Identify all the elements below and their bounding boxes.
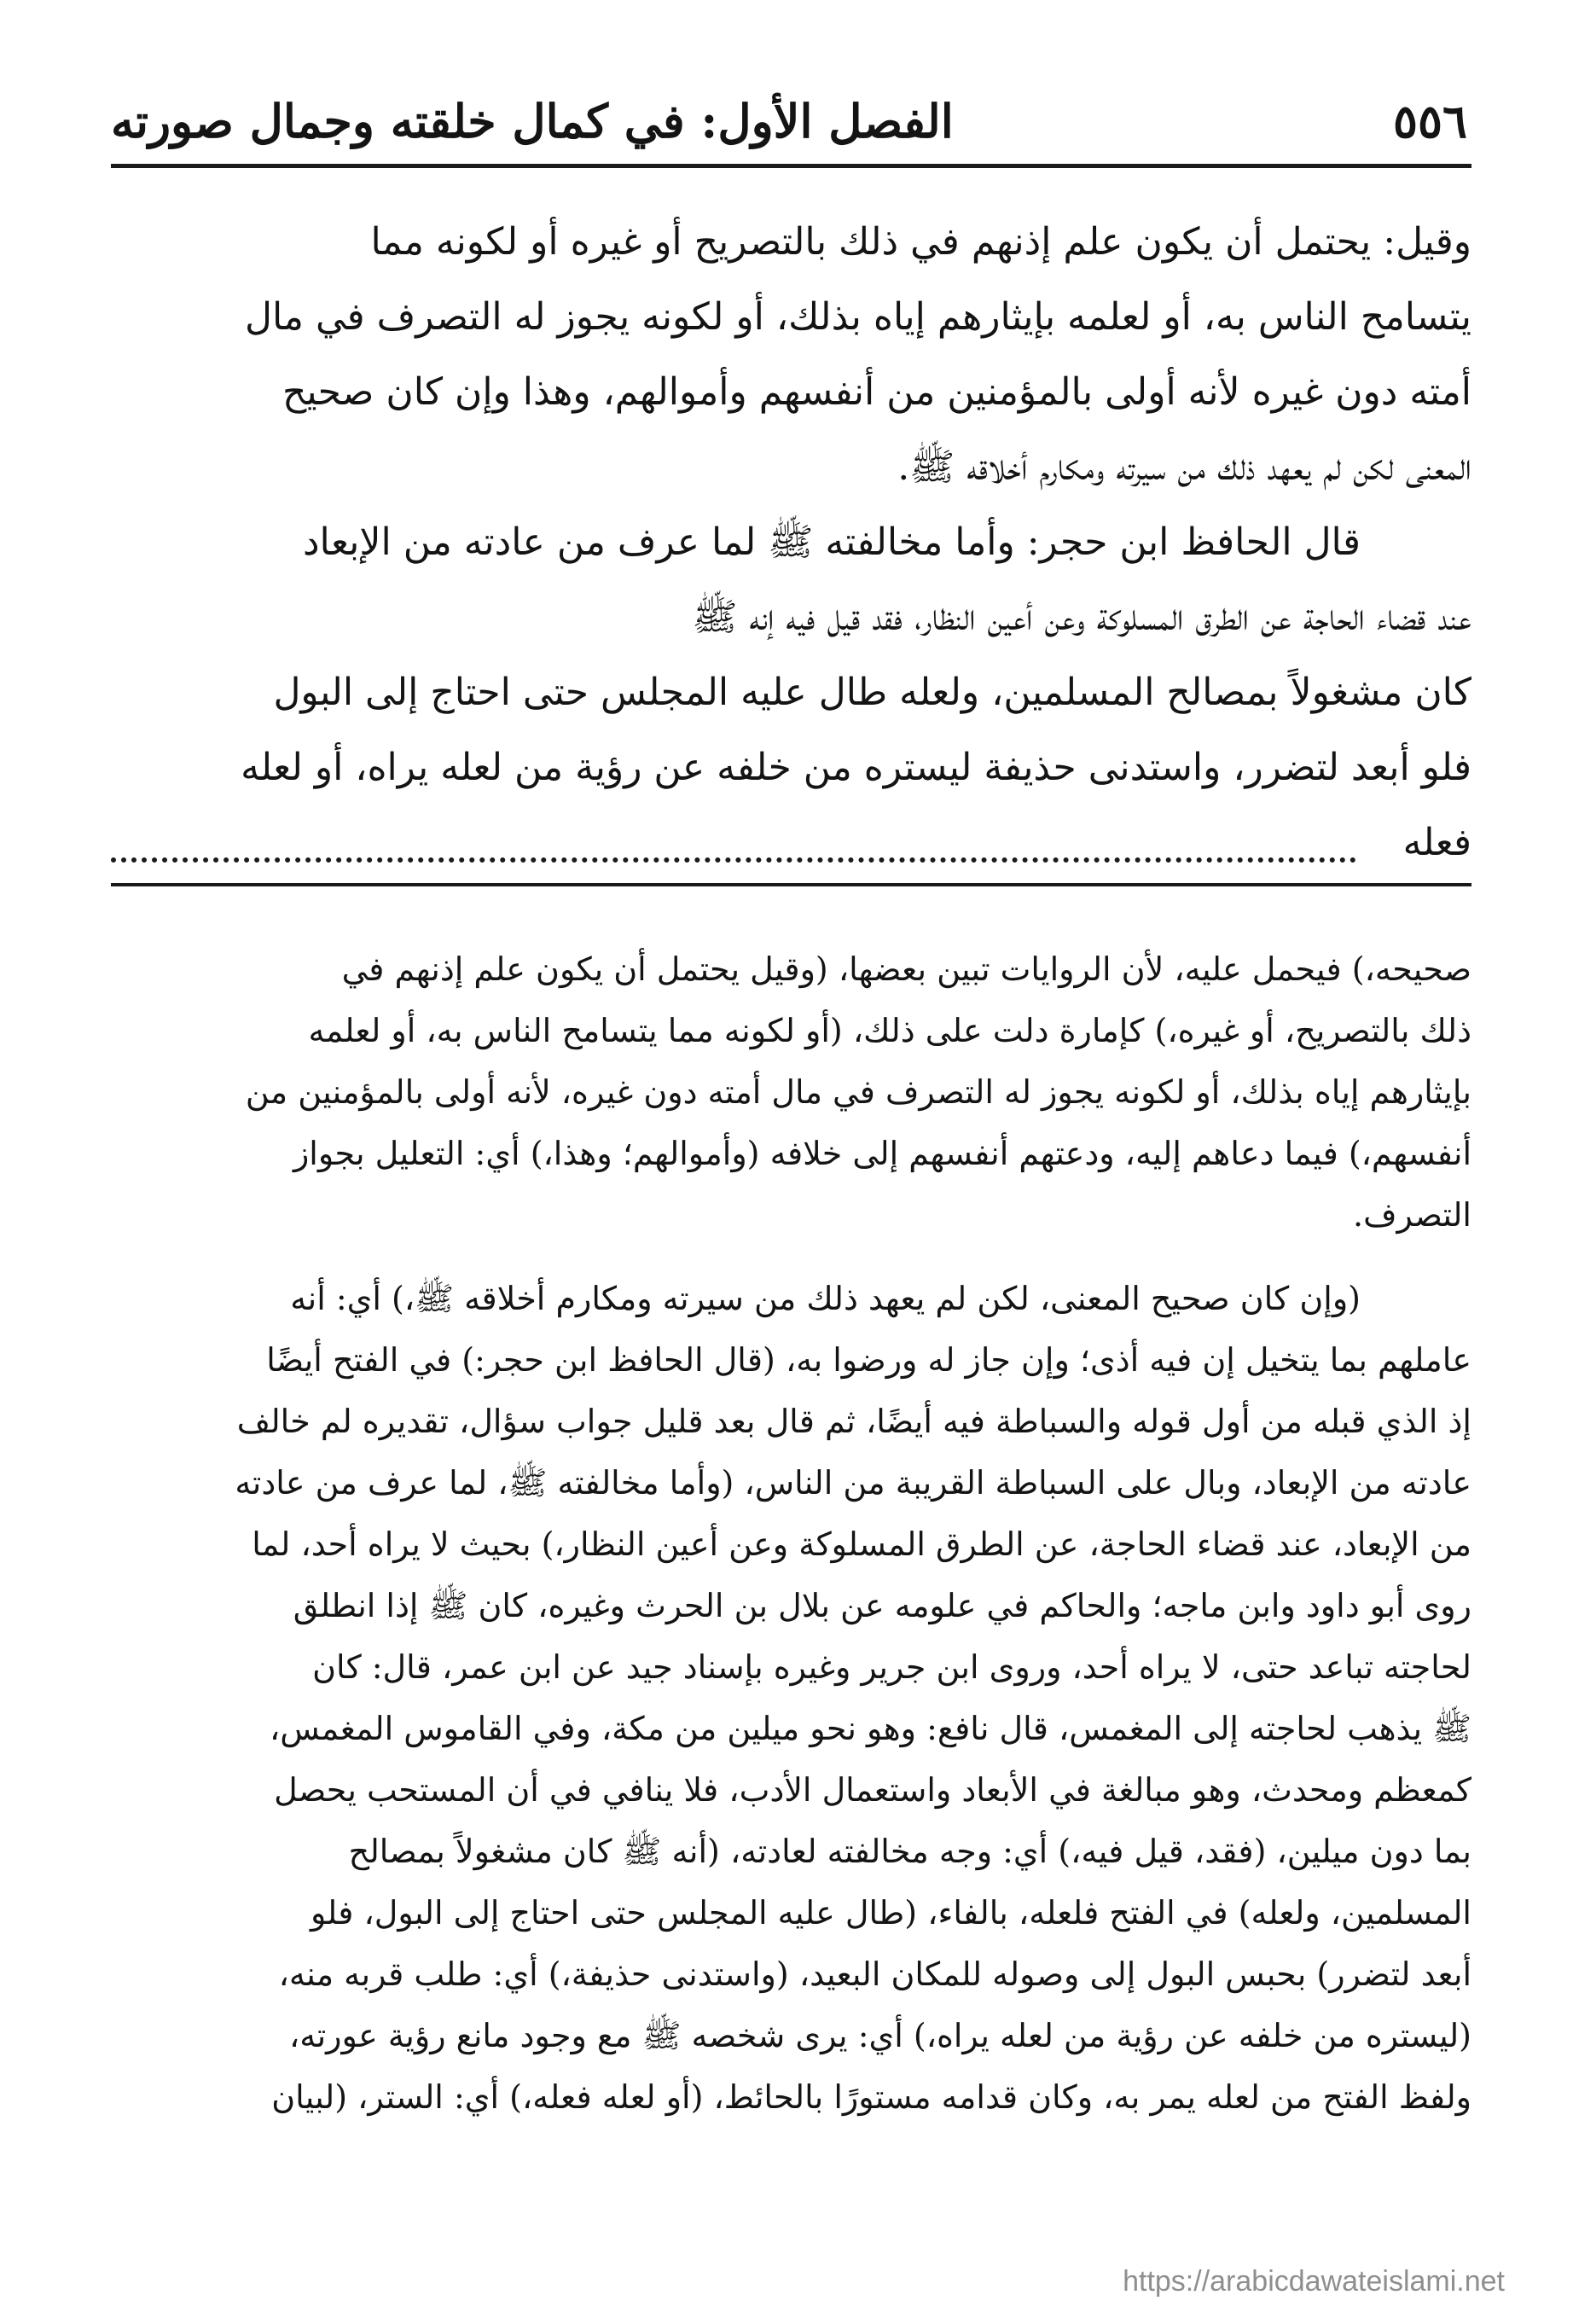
text-line: كان مشغولاً بمصالح المسلمين، ولعله طال عليه المجلس حتى احتاج إلى البول bbox=[273, 671, 1471, 714]
text-line: أبعد لتضرر) بحبس البول إلى وصوله للمكان البعيد، (واستدنى حذيفة،) أي: طلب قربه منه، bbox=[278, 1955, 1471, 1993]
text-line: عند قضاء الحاجة عن الطرق المسلوكة وعن أعين النظار، فقد قيل فيه إنه ﷺ bbox=[692, 596, 1471, 639]
main-text bbox=[111, 205, 1471, 880]
text-line: (وإن كان صحيح المعنى، لكن لم يعهد ذلك من سيرته ومكارم أخلاقه ﷺ،) أي: أنه bbox=[290, 1280, 1361, 1317]
watermark-link[interactable]: https://arabicdawateislami.net bbox=[1123, 2265, 1505, 2298]
text-line: صحيحه،) فيحمل عليه، لأن الروايات تبين بعضها، (وقيل يحتمل أن يكون علم إذنهم في bbox=[341, 950, 1471, 988]
paragraph-gap bbox=[111, 1246, 1471, 1268]
text-line: من الإبعاد، عند قضاء الحاجة، عن الطرق المسلوكة وعن أعين النظار،) بحيث لا يراه أحد، لما bbox=[252, 1525, 1471, 1563]
commentary-paragraph-1 bbox=[111, 938, 1471, 1246]
section-divider bbox=[111, 883, 1471, 886]
text-line: أمته دون غيره لأنه أولى بالمؤمنين من أنفسهم وأموالهم، وهذا وإن كان صحيح bbox=[282, 370, 1471, 414]
text-line: التصرف. bbox=[1353, 1196, 1471, 1234]
text-line: (ليستره من خلفه عن رؤية من لعله يراه،) أي: يرى شخصه ﷺ مع وجود مانع رؤية عورته، bbox=[288, 2017, 1471, 2054]
text-line: ذلك بالتصريح، أو غيره،) كإمارة دلت على ذلك، (أو لكونه مما يتسامح الناس به، أو لعلمه bbox=[308, 1012, 1471, 1049]
main-paragraph-1 bbox=[111, 205, 1471, 505]
text-line: كمعظم ومحدث، وهو مبالغة في الأبعاد واستعمال الأدب، فلا ينافي في أن المستحب يحصل bbox=[274, 1771, 1471, 1809]
text-line: ﷺ يذهب لحاجته إلى المغمس، قال نافع: وهو نحو ميلين من مكة، وفي القاموس المغمس، bbox=[270, 1710, 1471, 1747]
text-line: فعله bbox=[1402, 821, 1471, 864]
text-line: وقيل: يحتمل أن يكون علم إذنهم في ذلك بالتصريح أو غيره أو لكونه مما bbox=[370, 220, 1471, 264]
text-line: عاملهم بما يتخيل إن فيه أذى؛ وإن جاز له ورضوا به، (قال الحافظ ابن حجر:) في الفتح أيضًا bbox=[266, 1341, 1471, 1379]
text-line: عادته من الإبعاد، وبال على السباطة القريبة من الناس، (وأما مخالفته ﷺ، لما عرف من عادته bbox=[235, 1464, 1471, 1502]
text-line: المعنى لكن لم يعهد ذلك من سيرته ومكارم أخلاقه ﷺ. bbox=[897, 445, 1471, 489]
text-line: المسلمين، ولعله) في الفتح فلعله، بالفاء، (طال عليه المجلس حتى احتاج إلى البول، فلو bbox=[311, 1894, 1471, 1932]
commentary-paragraph-2 bbox=[111, 1268, 1471, 2128]
page-number: ٥٥٦ bbox=[1392, 94, 1467, 148]
text-line: بإيثارهم إياه بذلك، أو لكونه يجوز له التصرف في مال أمته دون غيره، لأنه أولى بالمؤمنين من bbox=[245, 1073, 1471, 1111]
main-paragraph-2 bbox=[111, 505, 1471, 880]
page-header bbox=[111, 94, 1467, 154]
dotted-leader bbox=[111, 840, 1356, 863]
header-rule bbox=[111, 164, 1471, 168]
text-line: أنفسهم،) فيما دعاهم إليه، ودعتهم أنفسهم إلى خلافه (وأموالهم؛ وهذا،) أي: التعليل بجواز bbox=[293, 1135, 1471, 1172]
text-line: لحاجته تباعد حتى، لا يراه أحد، وروى ابن جرير وغيره بإسناد جيد عن ابن عمر، قال: كان bbox=[312, 1648, 1471, 1686]
text-line: إذ الذي قبله من أول قوله والسباطة فيه أيضًا، ثم قال بعد قليل جواب سؤال، تقديره لم خالف bbox=[236, 1403, 1471, 1440]
text-line: ولفظ الفتح من لعله يمر به، وكان قدامه مستورًا بالحائط، (أو لعله فعله،) أي: الستر، (لبيان bbox=[271, 2078, 1471, 2116]
text-line: روى أبو داود وابن ماجه؛ والحاكم في علومه عن بلال بن الحرث وغيره، كان ﷺ إذا انطلق bbox=[293, 1587, 1471, 1624]
text-line: فلو أبعد لتضرر، واستدنى حذيفة ليستره من خلفه عن رؤية من لعله يراه، أو لعله bbox=[241, 746, 1471, 789]
text-line: قال الحافظ ابن حجر: وأما مخالفته ﷺ لما عرف من عادته من الإبعاد bbox=[302, 520, 1361, 564]
text-line: يتسامح الناس به، أو لعلمه بإيثارهم إياه بذلك، أو لكونه يجوز له التصرف في مال bbox=[245, 295, 1471, 339]
running-title: الفصل الأول: في كمال خلقته وجمال صورته bbox=[111, 94, 954, 148]
commentary-text bbox=[111, 938, 1471, 2128]
text-line: بما دون ميلين، (فقد، قيل فيه،) أي: وجه مخالفته لعادته، (أنه ﷺ كان مشغولاً بمصالح bbox=[348, 1833, 1471, 1870]
